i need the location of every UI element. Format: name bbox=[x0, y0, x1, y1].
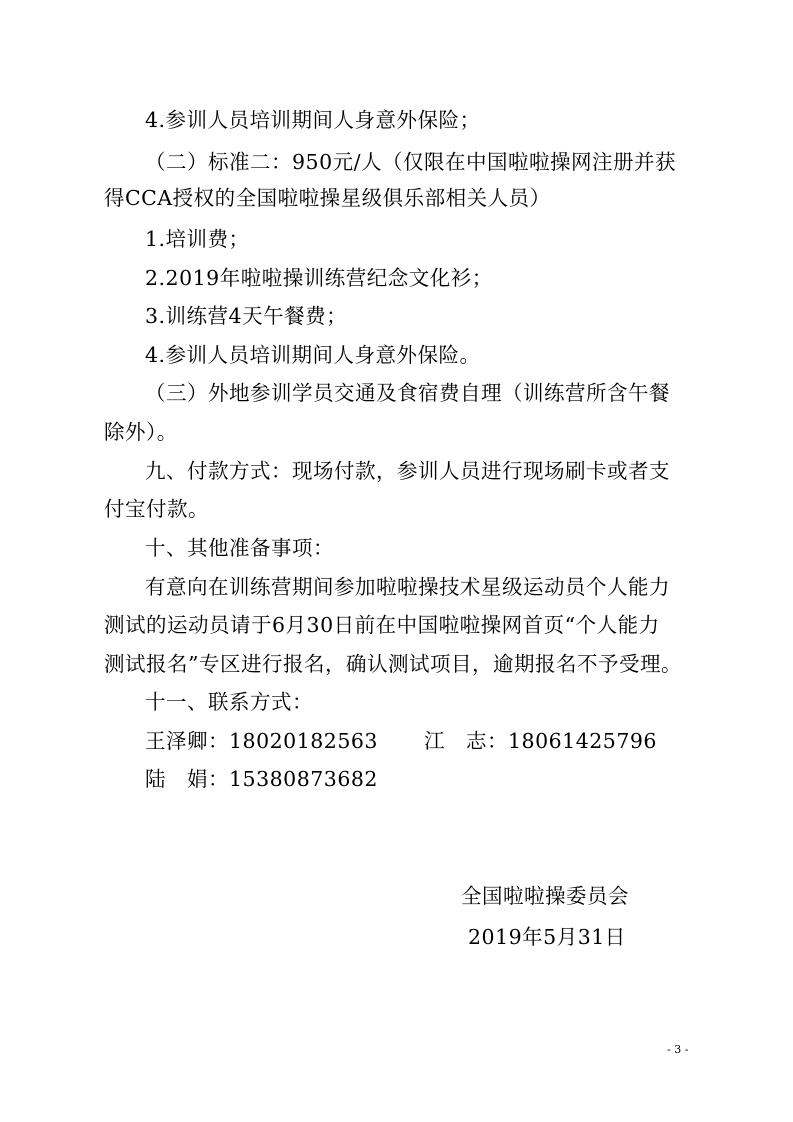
contact-row bbox=[145, 728, 657, 754]
text-line: 十一、联系方式： bbox=[145, 690, 313, 714]
text-line: 十、其他准备事项： bbox=[145, 536, 334, 560]
text-line: 4.参训人员培训期间人身意外保险； bbox=[145, 108, 481, 132]
signature-org: 全国啦啦操委员会 bbox=[461, 884, 629, 908]
text-line: 1.培训费； bbox=[145, 227, 250, 251]
text-line: 得CCA授权的全国啦啦操星级俱乐部相关人员） bbox=[104, 186, 551, 210]
text-line: 4.参训人员培训期间人身意外保险。 bbox=[145, 343, 481, 367]
text-line: 测试的运动员请于6月30日前在中国啦啦操网首页“个人能力 bbox=[104, 613, 660, 637]
text-line: 九、付款方式：现场付款，参训人员进行现场刷卡或者支 bbox=[145, 459, 670, 483]
text-line: （三）外地参训学员交通及食宿费自理（训练营所含午餐 bbox=[145, 381, 670, 405]
signature-date: 2019年5月31日 bbox=[468, 925, 626, 949]
text-line: 有意向在训练营期间参加啦啦操技术星级运动员个人能力 bbox=[145, 575, 670, 599]
page-number: - 3 - bbox=[667, 1043, 689, 1056]
text-line: 测试报名”专区进行报名，确认测试项目，逾期报名不予受理。 bbox=[104, 652, 682, 676]
text-line: 付宝付款。 bbox=[104, 497, 209, 521]
contact-lu: 陆 娟：15380873682 bbox=[145, 767, 378, 791]
text-line: 3.训练营4天午餐费； bbox=[145, 304, 348, 328]
text-line: （二）标准二：950元/人（仅限在中国啦啦操网注册并获 bbox=[145, 150, 677, 174]
text-line: 2.2019年啦啦操训练营纪念文化衫； bbox=[145, 266, 493, 290]
text-line: 除外）。 bbox=[104, 420, 178, 444]
contact-jiang: 江 志：18061425796 bbox=[423, 729, 657, 753]
contact-row bbox=[145, 766, 378, 792]
contact-wang: 王泽卿：18020182563 bbox=[145, 729, 378, 753]
